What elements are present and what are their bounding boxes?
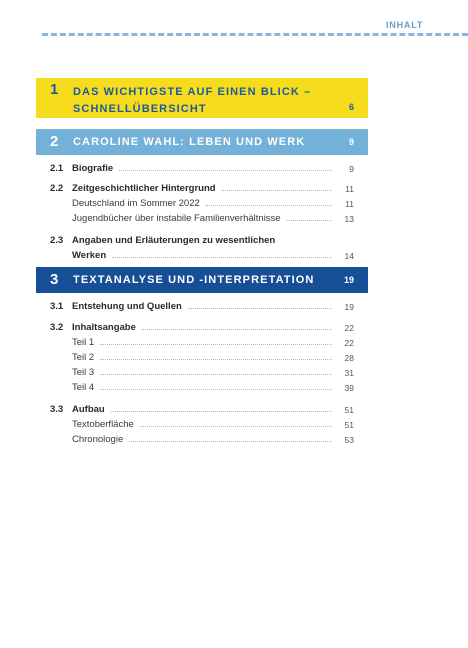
dot-leader (100, 389, 332, 390)
chapter-number: 1 (50, 81, 59, 98)
entry-page-number: 51 (344, 420, 354, 430)
dot-leader (142, 329, 332, 330)
chapter-title (73, 84, 311, 118)
toc-subentry[interactable] (50, 350, 354, 363)
entry-label: Teil 3 (72, 367, 95, 378)
chapter-number: 3 (50, 271, 59, 288)
section-number: 3.2 (50, 322, 64, 333)
entry-page-number: 28 (344, 353, 354, 363)
toc-entry-3-3[interactable] (50, 402, 354, 415)
toc-entry-2-1[interactable] (50, 161, 354, 174)
entry-label: Inhaltsangabe (72, 322, 136, 333)
dot-leader (112, 257, 332, 258)
section-number: 2.3 (50, 235, 64, 246)
toc-entry-3-2[interactable] (50, 320, 354, 333)
dot-leader (100, 359, 332, 360)
chapter-number: 2 (50, 133, 59, 150)
toc-subentry[interactable] (50, 335, 354, 348)
chapter-3-heading[interactable] (36, 267, 368, 293)
entry-label: Teil 2 (72, 352, 95, 363)
chapter-page-number: 6 (348, 102, 354, 112)
chapter-1-heading[interactable] (36, 78, 368, 118)
section-number: 2.1 (50, 163, 64, 174)
entry-label: Chronologie (72, 434, 124, 445)
entry-label: Aufbau (72, 404, 105, 415)
dot-leader (140, 426, 332, 427)
dot-leader (100, 344, 332, 345)
entry-label: Entstehung und Quellen (72, 301, 182, 312)
dot-leader (222, 190, 332, 191)
section-number: 2.2 (50, 183, 64, 194)
toc-subentry[interactable] (50, 211, 354, 224)
chapter-title-line-1: DAS WICHTIGSTE AUF EINEN BLICK – (73, 86, 312, 98)
header-divider (42, 33, 468, 36)
toc-subentry[interactable] (50, 432, 354, 445)
entry-page-number: 11 (345, 199, 354, 209)
section-number: 3.3 (50, 404, 64, 415)
toc-entry-2-3[interactable] (50, 233, 354, 246)
toc-entry-3-1[interactable] (50, 299, 354, 312)
entry-page-number: 22 (344, 338, 354, 348)
toc-subentry[interactable] (50, 417, 354, 430)
dot-leader (129, 441, 332, 442)
section-number: 3.1 (50, 301, 64, 312)
toc-entry-2-3-cont[interactable] (50, 248, 354, 261)
entry-label: Zeitgeschichtlicher Hintergrund (72, 183, 216, 194)
chapter-title: CAROLINE WAHL: LEBEN UND WERK (73, 136, 306, 148)
entry-label: Biografie (72, 163, 114, 174)
entry-page-number: 39 (344, 383, 354, 393)
entry-label: Jugendbücher über instabile Familienverhältnisse (72, 213, 281, 224)
dot-leader (100, 374, 332, 375)
dot-leader (206, 205, 332, 206)
entry-label: Deutschland im Sommer 2022 (72, 198, 200, 209)
dot-leader (188, 308, 332, 309)
entry-label: Angaben und Erläuterungen zu wesentlichen (72, 235, 276, 246)
toc-entry-2-2[interactable] (50, 181, 354, 194)
entry-page-number: 9 (349, 164, 354, 174)
toc-subentry[interactable] (50, 365, 354, 378)
entry-page-number: 31 (344, 368, 354, 378)
entry-page-number: 14 (344, 251, 354, 261)
dot-leader (287, 220, 332, 221)
entry-label: Teil 4 (72, 382, 95, 393)
toc-subentry[interactable] (50, 380, 354, 393)
entry-page-number: 22 (344, 323, 354, 333)
dot-leader (119, 170, 332, 171)
entry-page-number: 51 (344, 405, 354, 415)
chapter-page-number: 19 (343, 275, 354, 285)
entry-page-number: 53 (344, 435, 354, 445)
chapter-page-number: 9 (348, 137, 354, 147)
entry-page-number: 19 (344, 302, 354, 312)
entry-label: Textoberfläche (72, 419, 134, 430)
chapter-2-heading[interactable] (36, 129, 368, 155)
entry-label: Teil 1 (72, 337, 95, 348)
running-header-label: INHALT (386, 20, 424, 30)
entry-page-number: 11 (345, 184, 354, 194)
entry-page-number: 13 (344, 214, 354, 224)
chapter-title: TEXTANALYSE UND -INTERPRETATION (73, 274, 315, 286)
entry-label: Werken (72, 250, 107, 261)
toc-subentry[interactable] (50, 196, 354, 209)
chapter-title-line-2: SCHNELLÜBERSICHT (73, 103, 207, 115)
dot-leader (111, 411, 332, 412)
